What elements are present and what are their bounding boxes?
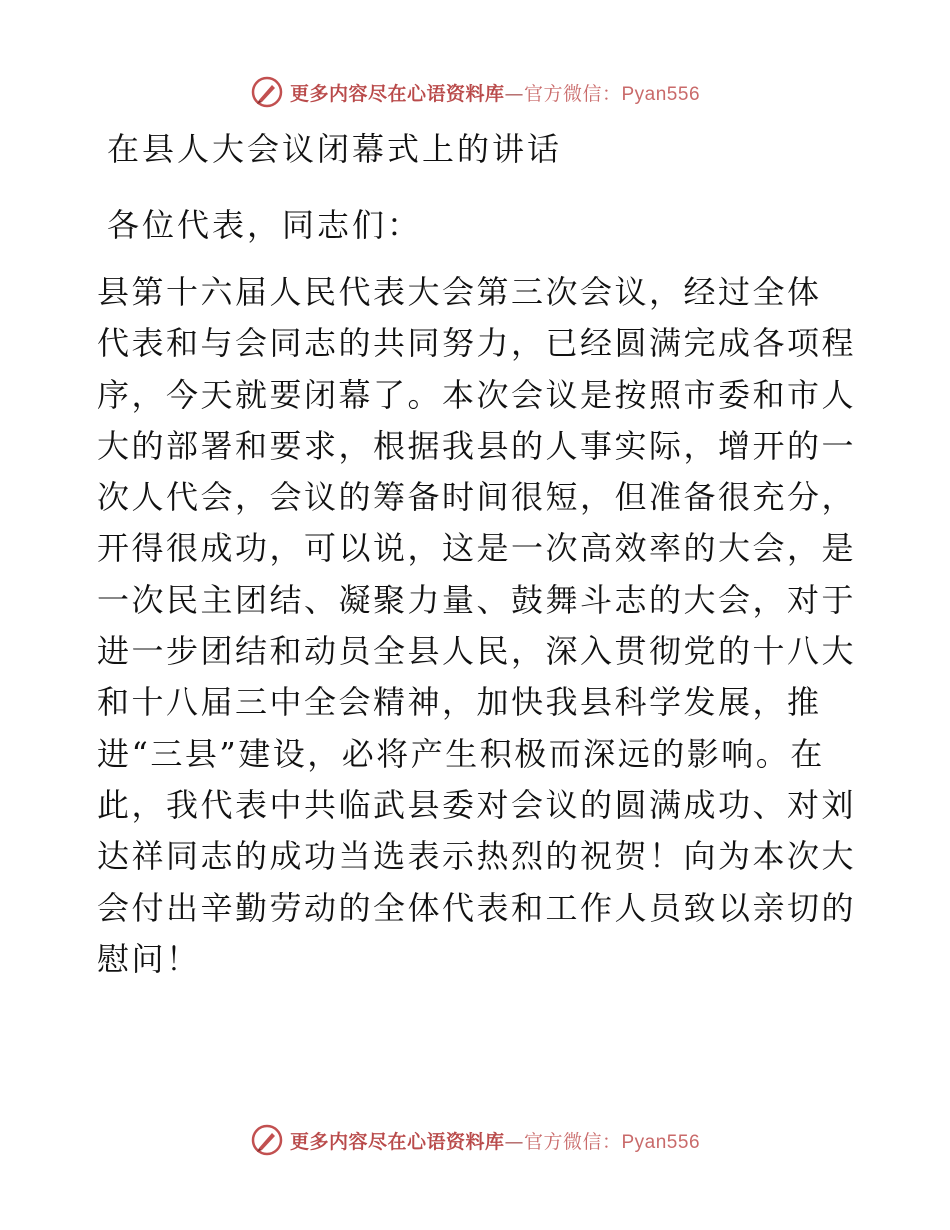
body-line: 序，今天就要闭幕了。本次会议是按照市委和市人 [97, 375, 857, 414]
body-paragraph [97, 267, 857, 985]
watermark-separator: — [504, 82, 524, 105]
pen-logo-icon [250, 1123, 284, 1157]
header-watermark [0, 72, 950, 112]
footer-watermark [0, 1120, 950, 1160]
body-line: 会付出辛勤劳动的全体代表和工作人员致以亲切的 [97, 888, 857, 927]
watermark-brand: 更多内容尽在心语资料库 [289, 1130, 505, 1153]
body-line: 县第十六届人民代表大会第三次会议，经过全体 [97, 273, 822, 311]
salutation: 各位代表，同志们： [107, 206, 423, 244]
body-line: 慰问！ [97, 939, 201, 978]
body-line: 次人代会，会议的筹备时间很短，但准备很充分， [97, 478, 857, 517]
watermark-wechat-id: Pyan556 [621, 1131, 701, 1153]
body-line: 此，我代表中共临武县委对会议的圆满成功、对刘 [97, 785, 857, 824]
watermark-text [290, 79, 700, 106]
watermark-wechat-id: Pyan556 [621, 83, 701, 105]
body-line: 一次民主团结、凝聚力量、鼓舞斗志的大会，对于 [97, 580, 857, 619]
body-line: 代表和与会同志的共同努力，已经圆满完成各项程 [97, 324, 857, 363]
body-line: 大的部署和要求，根据我县的人事实际，增开的一 [97, 426, 857, 465]
document-title: 在县人大会议闭幕式上的讲话 [107, 130, 563, 168]
body-line: 达祥同志的成功当选表示热烈的祝贺！向为本次大 [97, 837, 857, 876]
watermark-separator: — [504, 1130, 524, 1153]
watermark-brand: 更多内容尽在心语资料库 [289, 82, 505, 105]
watermark-text [290, 1127, 700, 1154]
body-line: 和十八届三中全会精神，加快我县科学发展，推 [97, 683, 822, 722]
pen-logo-icon [250, 75, 284, 109]
watermark-official-label: 官方微信： [523, 1130, 622, 1153]
body-line: 进“三县”建设，必将产生积极而深远的影响。在 [97, 734, 825, 773]
body-line: 开得很成功，可以说，这是一次高效率的大会，是 [97, 529, 857, 568]
watermark-official-label: 官方微信： [523, 82, 622, 105]
body-line: 进一步团结和动员全县人民，深入贯彻党的十八大 [97, 632, 857, 671]
